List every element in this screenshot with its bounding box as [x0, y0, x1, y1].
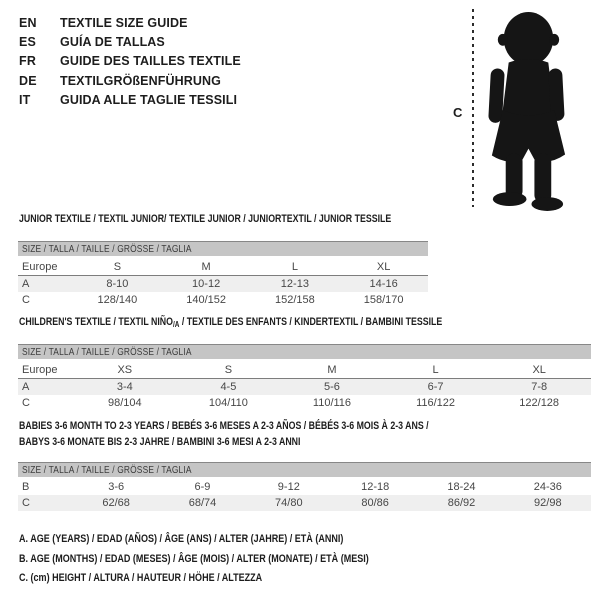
- size-header-bar: [18, 241, 428, 256]
- section-title-text: JUNIOR TEXTILE / TEXTIL JUNIOR/ TEXTILE JUNIOR / JUNIORTEXTIL / JUNIOR TESSILE: [19, 213, 392, 225]
- lang-title: GUIDE DES TAILLES TEXTILE: [60, 54, 241, 69]
- cell-value: 140/152: [186, 294, 226, 306]
- babies-size-table: [18, 462, 591, 511]
- lang-row-fr: [19, 52, 241, 71]
- cell-value: 80/86: [361, 497, 389, 509]
- cell-value: 110/116: [312, 397, 352, 409]
- table-row-c: [18, 495, 591, 511]
- cell-value: 10-12: [192, 278, 221, 290]
- lang-code: FR: [19, 54, 37, 69]
- cell-value: 86/92: [447, 497, 476, 509]
- table-row-c: [18, 395, 591, 411]
- table-row-europe: [18, 361, 591, 379]
- cell-value: 104/110: [208, 397, 248, 409]
- section-title-junior: [19, 212, 391, 228]
- cell-value: L: [432, 363, 439, 376]
- cell-value: 24-36: [533, 481, 562, 493]
- row-label: C: [22, 497, 30, 509]
- cell-value: 74/80: [275, 497, 303, 509]
- cell-value: 3-6: [108, 481, 125, 493]
- cell-value: 122/128: [519, 397, 560, 409]
- lang-row-en: [19, 13, 241, 32]
- cell-value: 3-4: [116, 381, 133, 393]
- row-label: A: [22, 278, 30, 290]
- section-title-text: / TEXTILE DES ENFANTS / KINDERTEXTIL / BAMBINI TESSILE: [179, 316, 443, 328]
- measure-label-c: C: [453, 105, 463, 120]
- section-title-babies: [19, 419, 429, 450]
- children-size-table: [18, 344, 591, 411]
- footnote-a: A. AGE (YEARS) / EDAD (AÑOS) / ÂGE (ANS) / ALTER (JAHRE) / ETÀ (ANNI): [19, 533, 344, 545]
- cell-value: S: [113, 260, 122, 273]
- cell-value: 8-10: [106, 278, 129, 290]
- cell-value: 128/140: [97, 294, 138, 306]
- footnotes: [19, 530, 369, 589]
- cell-value: 158/170: [363, 294, 404, 306]
- cell-value: 152/158: [274, 294, 315, 306]
- table-row-b: [18, 479, 591, 495]
- footnote-b: B. AGE (MONTHS) / EDAD (MESES) / ÂGE (MOIS) / ALTER (MONATE) / ETÀ (MESI): [19, 552, 369, 565]
- cell-value: 92/98: [534, 497, 562, 509]
- lang-title: GUÍA DE TALLAS: [60, 35, 165, 50]
- cell-value: 62/68: [102, 497, 130, 509]
- table-row-a: [18, 379, 591, 395]
- cell-value: 18-24: [447, 481, 476, 493]
- language-title-list: [19, 13, 241, 110]
- section-title-line2: BABYS 3-6 MONATE BIS 2-3 JAHRE / BAMBINI 3-6 MESI A 2-3 ANNI: [19, 435, 301, 448]
- cell-value: XS: [117, 363, 133, 376]
- lang-code: EN: [19, 15, 37, 30]
- section-title-line1: BABIES 3-6 MONTH TO 2-3 YEARS / BEBÉS 3-6 MESES A 2-3 AÑOS / BÉBÉS 3-6 MOIS À 2-3 ANS /: [19, 420, 429, 432]
- lang-row-es: [19, 32, 241, 51]
- cell-value: 98/104: [107, 397, 142, 409]
- cell-value: S: [224, 363, 233, 376]
- table-row-a: [18, 276, 428, 292]
- cell-value: L: [291, 260, 298, 273]
- table-row-europe: [18, 258, 428, 276]
- size-header-text: SIZE / TALLA / TAILLE / GRÖSSE / TAGLIA: [22, 464, 192, 476]
- size-header-text: SIZE / TALLA / TAILLE / GRÖSSE / TAGLIA: [22, 243, 192, 255]
- section-title-subscript: /A: [172, 320, 180, 329]
- size-header-text: SIZE / TALLA / TAILLE / GRÖSSE / TAGLIA: [22, 346, 192, 358]
- lang-title: TEXTILE SIZE GUIDE: [60, 15, 188, 30]
- cell-value: 5-6: [324, 381, 340, 393]
- cell-value: 6-9: [194, 481, 211, 493]
- row-label: A: [22, 381, 30, 393]
- size-header-bar: [18, 462, 591, 477]
- lang-row-it: [19, 91, 241, 110]
- cell-value: 4-5: [220, 381, 237, 393]
- cell-value: 68/74: [188, 497, 217, 509]
- cell-value: 12-18: [361, 481, 390, 493]
- cell-value: 12-13: [280, 278, 309, 290]
- lang-row-de: [19, 71, 241, 90]
- cell-value: M: [201, 260, 211, 273]
- cell-value: 7-8: [531, 381, 548, 393]
- cell-value: 9-12: [277, 481, 300, 493]
- lang-title: TEXTILGRÖßENFÜHRUNG: [60, 73, 221, 88]
- cell-value: M: [327, 363, 337, 376]
- row-label: C: [22, 294, 30, 306]
- lang-code: IT: [19, 93, 31, 108]
- row-label: C: [22, 397, 30, 409]
- row-label: Europe: [22, 260, 58, 273]
- lang-code: ES: [19, 35, 37, 50]
- section-title-children: [19, 315, 442, 331]
- row-label: B: [22, 481, 30, 493]
- lang-code: DE: [19, 73, 37, 88]
- cell-value: 6-7: [427, 381, 444, 393]
- toddler-silhouette-image: [479, 8, 574, 214]
- section-title-text: CHILDREN'S TEXTILE / TEXTIL NIÑO: [19, 316, 173, 328]
- dashed-height-line: [472, 9, 474, 207]
- footnote-c: C. (cm) HEIGHT / ALTURA / HAUTEUR / HÖHE / ALTEZZA: [19, 572, 263, 584]
- cell-value: 14-16: [369, 278, 398, 290]
- table-row-c: [18, 292, 428, 308]
- size-header-bar: [18, 344, 591, 359]
- junior-size-table: [18, 241, 428, 308]
- cell-value: XL: [532, 363, 546, 376]
- cell-value: XL: [376, 260, 391, 273]
- row-label: Europe: [22, 363, 58, 376]
- cell-value: 116/122: [416, 397, 456, 409]
- lang-title: GUIDA ALLE TAGLIE TESSILI: [60, 93, 238, 108]
